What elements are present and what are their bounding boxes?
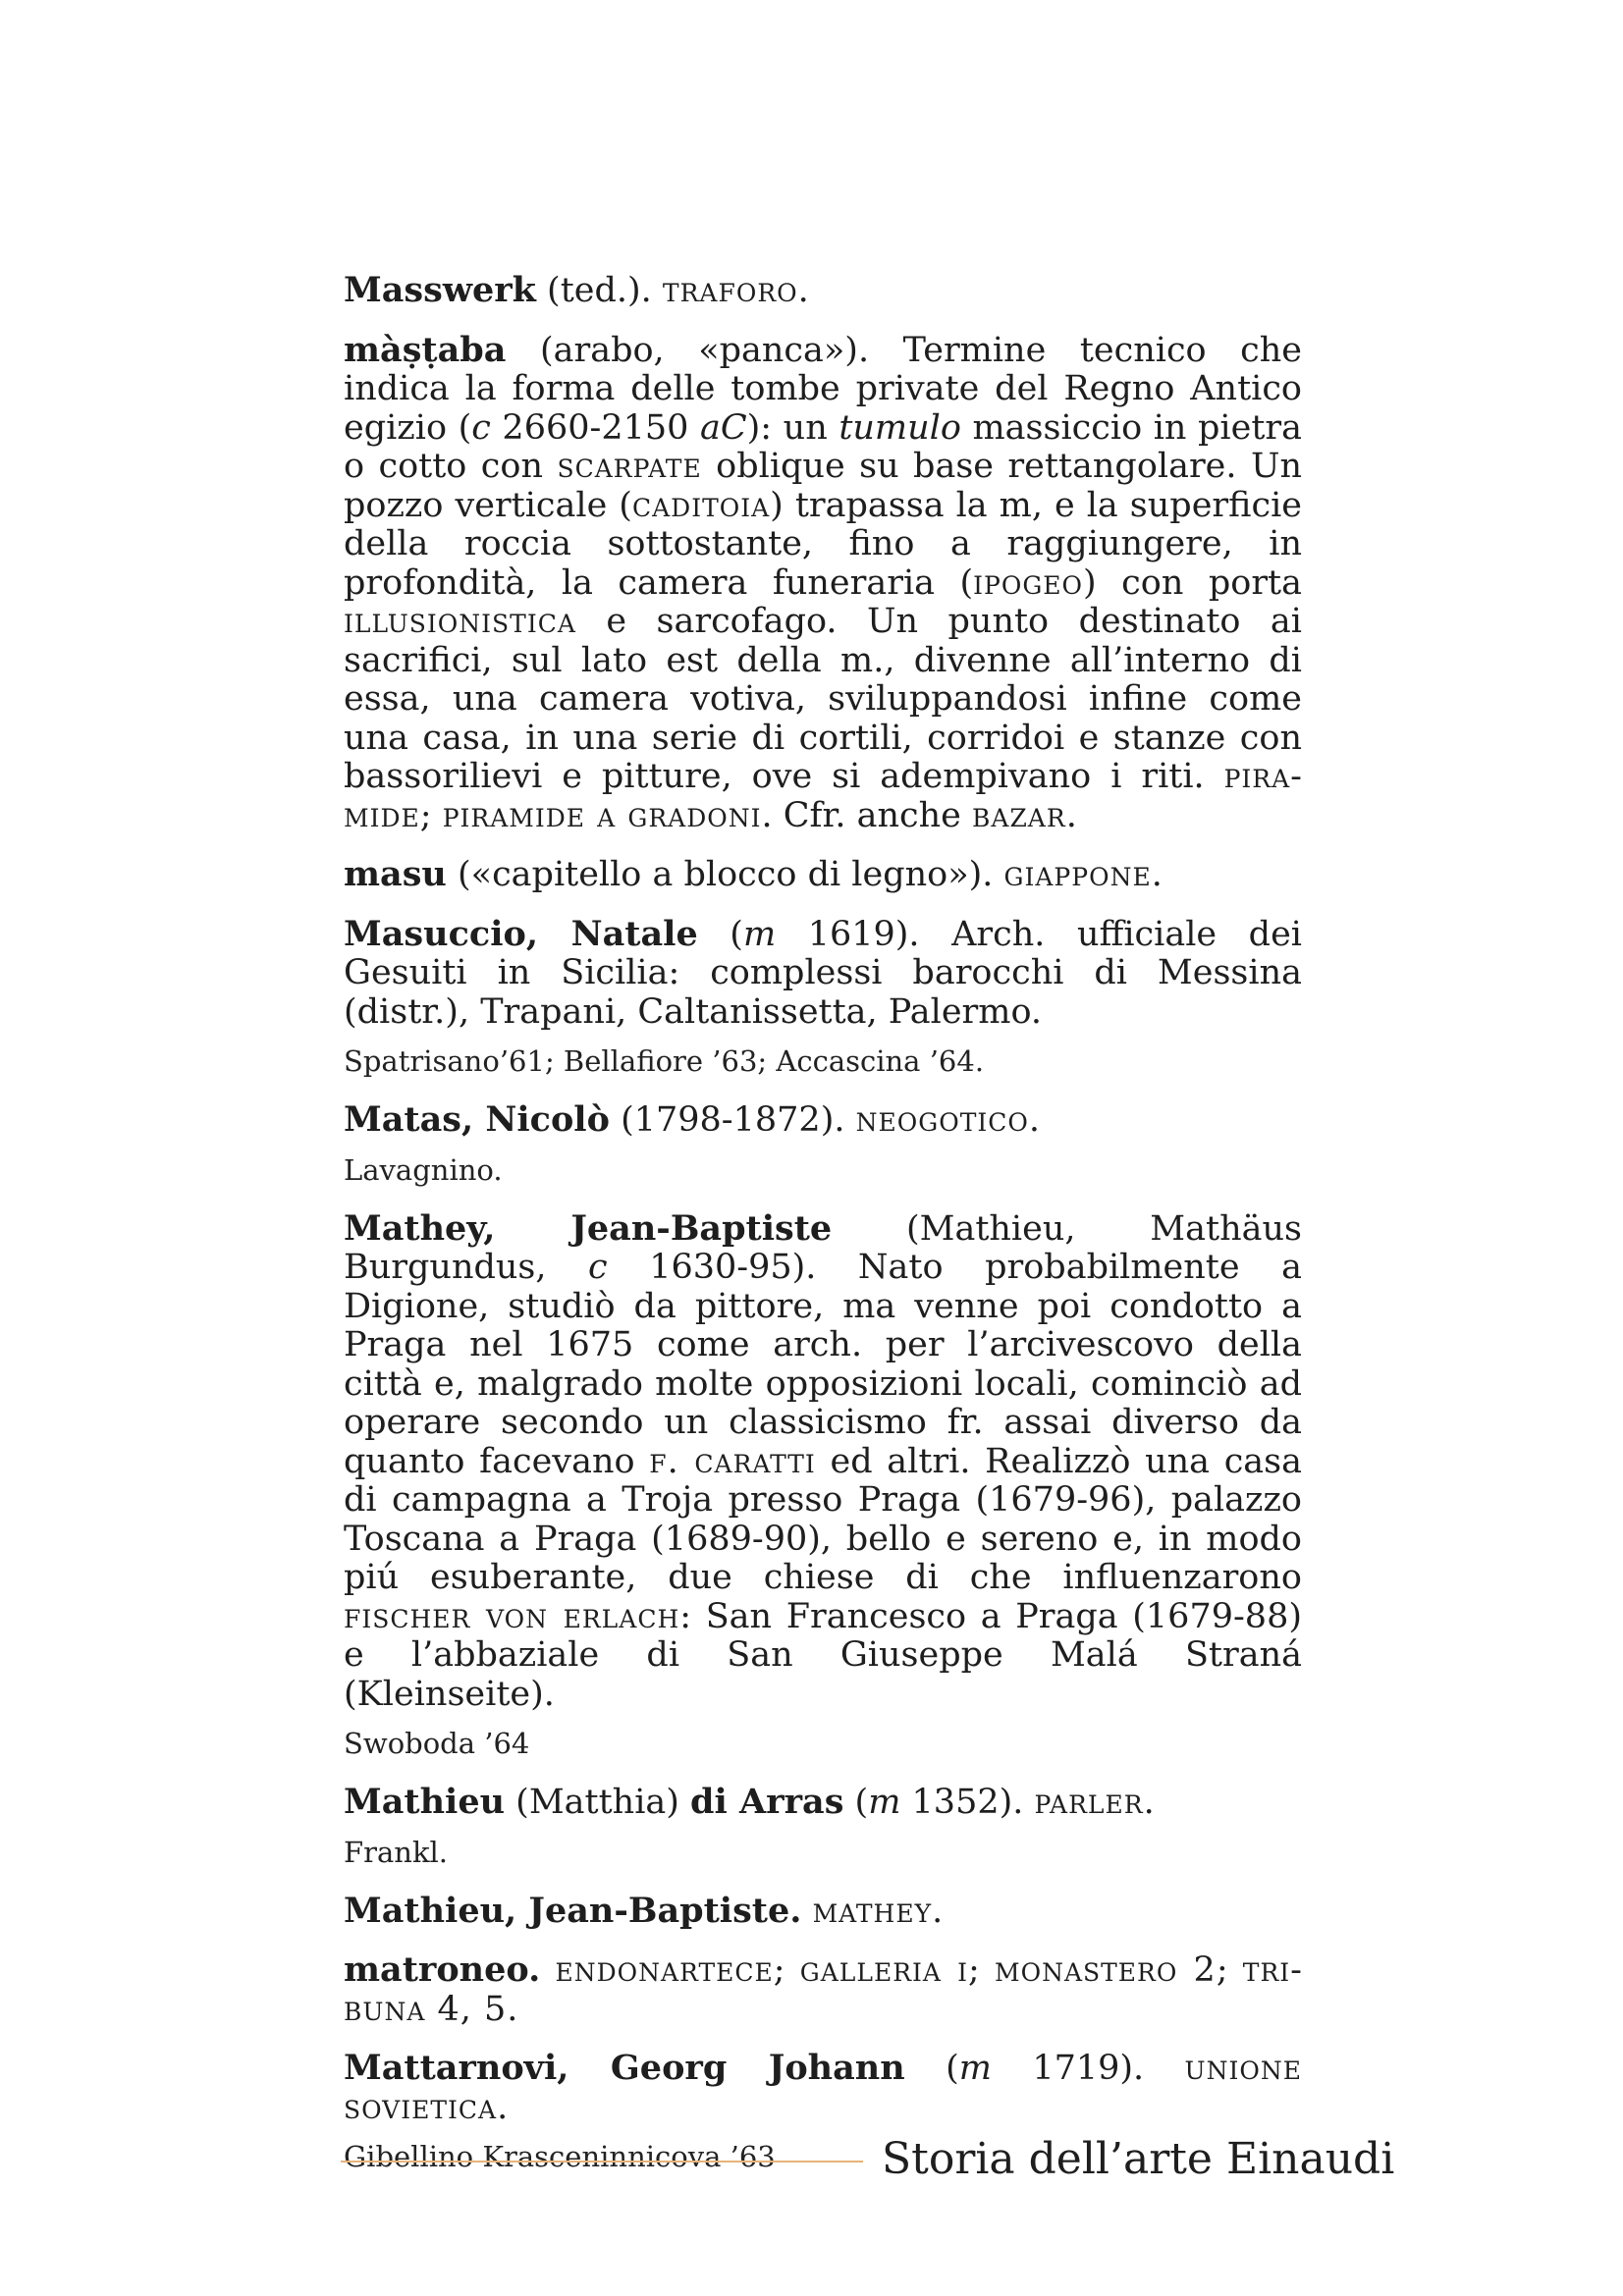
italic-term: tumulo: [839, 407, 961, 448]
dictionary-entry: [344, 1209, 1302, 1715]
entry-text: [344, 1783, 1302, 1823]
dictionary-page: [344, 271, 1302, 2196]
entry-body-text: ;: [1216, 1950, 1243, 1990]
entry-body-text: (: [904, 2049, 959, 2088]
entry-body-text: 2660-2150: [490, 407, 700, 448]
footer-title: Storia dell’arte Einaudi: [882, 2134, 1395, 2184]
italic-term: m: [742, 914, 777, 954]
bibliography-reference: Frankl.: [344, 1835, 449, 1869]
entry-text: [344, 915, 1302, 1033]
entry-body-text: ;: [773, 1950, 800, 1990]
entry-body-text: .: [1028, 1100, 1041, 1140]
cross-reference: fischer von erlach: [344, 1596, 680, 1636]
entry-headword: di Arras: [690, 1782, 844, 1822]
entry-headword: Masswerk: [344, 270, 536, 310]
entry-body-text: .: [1065, 795, 1077, 835]
entry-body-text: .: [797, 271, 809, 310]
entry-headword: masu: [344, 854, 447, 894]
entry-body-text: oblique su base rettangolare. Un pozzo verticale (: [344, 447, 1302, 525]
cross-reference: mathey: [812, 1891, 933, 1931]
cross-reference: giappone: [1003, 855, 1152, 894]
entry-headword: Mathieu: [344, 1782, 506, 1822]
entry-body-text: (: [697, 914, 743, 954]
entry-body-text: («capitello a blocco di legno»).: [446, 855, 1004, 894]
italic-term: m: [868, 1783, 901, 1822]
dictionary-entry: [344, 271, 1302, 311]
italic-term: m: [958, 2049, 992, 2088]
entry-body-text: 1630-95). Nato probabilmente a Digione, studiò da pittore, ma venne poi condotto a Praga nel 1675 come arch. per l’arcivescovo della città e, malgrado molte opposizioni locali, cominciò ad operare secondo un classicismo fr. assai diverso da quanto facevano: [344, 1248, 1302, 1481]
entry-body-text: : San Francesco a Praga (1679-88) e l’abbaziale di San Giuseppe Malá Straná (Kleinseite).: [344, 1596, 1302, 1714]
cross-reference: illusionistica: [344, 602, 576, 641]
footer-rule: [341, 2161, 863, 2163]
cross-reference: caditoia: [631, 485, 771, 525]
cross-reference: piramide: [344, 757, 1302, 835]
dictionary-entry: [344, 1892, 1302, 1932]
entry-headword: Matas, Nicolò: [344, 1099, 610, 1140]
entry-body-text: .: [1151, 855, 1163, 894]
entry-headword: matroneo.: [344, 1949, 541, 1990]
cross-reference: unione sovietica: [344, 2049, 1302, 2127]
entry-body-text: (arabo, «panca»). Termine tecnico che indica la forma delle tombe private del Regno Antico egizio (: [344, 330, 1302, 448]
cross-reference: galleria i: [799, 1950, 969, 1990]
entry-body-text: .: [1143, 1783, 1155, 1822]
entry-body-text: 1719).: [991, 2049, 1185, 2088]
dictionary-entry: [344, 1950, 1302, 2029]
cross-reference: bazar: [972, 795, 1066, 835]
entry-body-text: (: [843, 1783, 869, 1822]
entry-body-text: (Matthia): [505, 1783, 691, 1822]
entry-body-text: 1619). Arch. ufficiale dei Gesuiti in Sicilia: complessi barocchi di Messina (distr.), Trapani, Caltanissetta, Palermo.: [344, 914, 1302, 1032]
cross-reference: parler: [1034, 1783, 1144, 1822]
entry-body-text: .: [932, 1891, 944, 1931]
dictionary-entry: [344, 1100, 1302, 1141]
entry-body-text: 1352).: [900, 1783, 1035, 1822]
entry-body-text: ): un: [746, 407, 839, 448]
entry-body-text: [801, 1892, 812, 1931]
entry-body-text: ed altri. Realizzò una casa di campagna a Troja presso Praga (1679-96), palazzo Toscana a Praga (1689-90), bello e sereno e, in modo piú esuberante, due chiese di che influenzarono: [344, 1441, 1302, 1597]
entry-text: [344, 1100, 1302, 1141]
bibliography-reference: Spatrisano’61; Bellafiore ’63; Accascina ’64.: [344, 1044, 985, 1078]
cross-reference: f. caratti: [649, 1441, 816, 1481]
entry-headword: màṣṭaba: [344, 329, 507, 370]
bibliography-reference: Gibellino Krasceninnicova ’63: [344, 2140, 776, 2173]
cross-reference: piramide a gradoni: [442, 795, 762, 835]
entry-headword: Mathieu, Jean-Baptiste.: [344, 1890, 802, 1931]
dictionary-entry: [344, 1783, 1302, 1823]
entry-text: [344, 2049, 1302, 2127]
italic-term: c: [588, 1248, 608, 1287]
entry-body-text: .: [497, 2087, 509, 2127]
entry-headword: Mattarnovi, Georg Johann: [344, 2048, 905, 2088]
entry-text: [344, 1892, 1302, 1932]
entry-body-text: massiccio in pietra o cotto con: [344, 407, 1302, 486]
bibliography-reference: Lavagnino.: [344, 1152, 503, 1187]
entry-text: [344, 331, 1302, 836]
entry-body-text: (ted.).: [535, 271, 663, 310]
dictionary-entry: [344, 915, 1302, 1033]
dictionary-entry: [344, 2049, 1302, 2127]
entry-headword: Masuccio, Natale: [344, 913, 698, 954]
entry-body-text: .: [507, 1989, 518, 2029]
cross-reference: tribuna 4, 5: [344, 1950, 1302, 2029]
entry-text: [344, 1209, 1302, 1715]
entry-body-text: ) con porta: [1083, 562, 1302, 603]
italic-term: aC: [699, 407, 747, 448]
entry-text: [344, 855, 1302, 895]
entry-body-text: (Mathieu, Mathäus Burgundus,: [344, 1208, 1302, 1287]
entry-body-text: ;: [419, 795, 443, 835]
cross-reference: endonartece: [555, 1950, 774, 1990]
entry-body-text: [540, 1950, 555, 1990]
entry-body-text: ;: [968, 1950, 995, 1990]
cross-reference: scarpate: [557, 447, 702, 486]
cross-reference: ipogeo: [973, 562, 1084, 603]
cross-reference: monastero 2: [994, 1950, 1217, 1990]
entry-text: [344, 1950, 1302, 2029]
dictionary-entry: [344, 855, 1302, 895]
italic-term: c: [471, 407, 491, 448]
entry-body-text: e sarcofago. Un punto destinato ai sacrifici, sul lato est della m., divenne all’interno di essa, una camera votiva, sviluppandosi infine come una casa, in una serie di cortili, corridoi e stanze con bassorilievi e pitture, ove si adempivano i riti.: [344, 602, 1302, 796]
cross-reference: traforo: [662, 271, 798, 310]
dictionary-entry: [344, 331, 1302, 836]
entry-body-text: ) trapassa la m, e la superficie della roccia sottostante, fino a raggiungere, in profondità, la camera funeraria (: [344, 485, 1302, 603]
entry-body-text: (1798-1872).: [609, 1100, 856, 1140]
entry-headword: Mathey, Jean-Baptiste: [344, 1207, 833, 1249]
entry-text: [344, 271, 1302, 311]
bibliography-reference: Swoboda ’64: [344, 1727, 530, 1760]
entry-body-text: . Cfr. anche: [761, 795, 973, 835]
cross-reference: neogotico: [855, 1100, 1029, 1140]
